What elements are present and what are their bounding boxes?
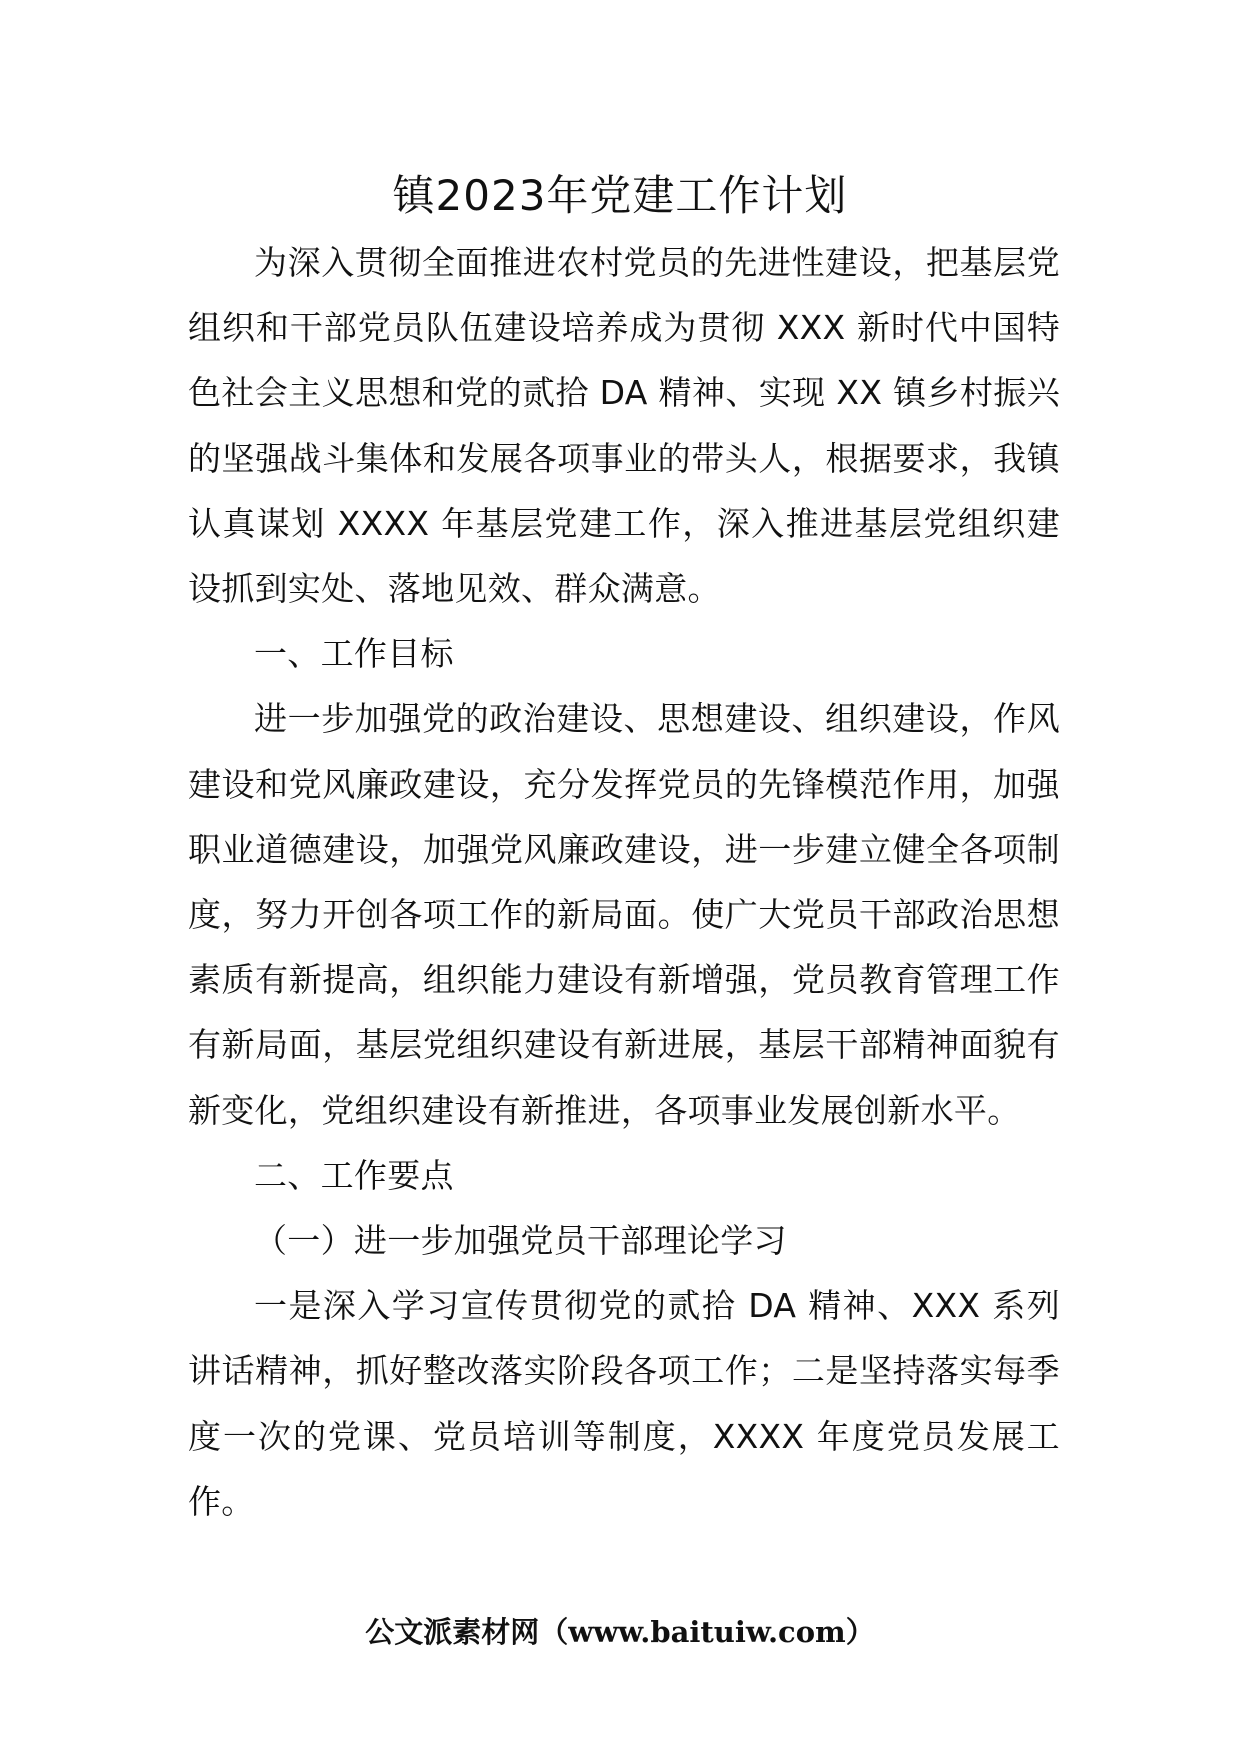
section-heading-goals: 一、工作目标 — [254, 634, 454, 674]
goals-paragraph: 进一步加强党的政治建设、思想建设、组织建设，作风建设和党风廉政建设，充分发挥党员的先锋模范作用，加强职业道德建设，加强党风廉政建设，进一步建立健全各项制度，努力开创各项工作的新局面。使广大党员干部政治思想素质有新提高，组织能力建设有新增强，党员教育管理工作有新局面，基层党组织建设有新进展，基层干部精神面貌有新变化，党组织建设有新推进，各项事业发展创新水平。 — [188, 699, 1060, 1130]
intro-paragraph: 为深入贯彻全面推进农村党员的先进性建设，把基层党组织和干部党员队伍建设培养成为贯彻 XXX 新时代中国特色社会主义思想和党的贰拾 DA 精神、实现 XX 镇乡村振兴的坚强战斗集体和发展各项事业的带头人，根据要求，我镇认真谋划 XXXX 年基层党建工作，深入推进基层党组织建设抓到实处、落地见效、群众满意。 — [188, 243, 1060, 609]
document-title: 镇2023年党建工作计划 — [392, 171, 848, 220]
section-heading-key-points: 二、工作要点 — [254, 1155, 454, 1195]
document-body — [188, 230, 1060, 1534]
theory-study-paragraph: 一是深入学习宣传贯彻党的贰拾 DA 精神、XXX 系列讲话精神，抓好整改落实阶段各项工作；二是坚持落实每季度一次的党课、党员培训等制度，XXXX 年度党员发展工作。 — [188, 1286, 1060, 1521]
subsection-heading-theory-study: （一）进一步加强党员干部理论学习 — [254, 1221, 787, 1261]
source-watermark: 公文派素材网（www.baituiw.com） — [365, 1615, 875, 1649]
